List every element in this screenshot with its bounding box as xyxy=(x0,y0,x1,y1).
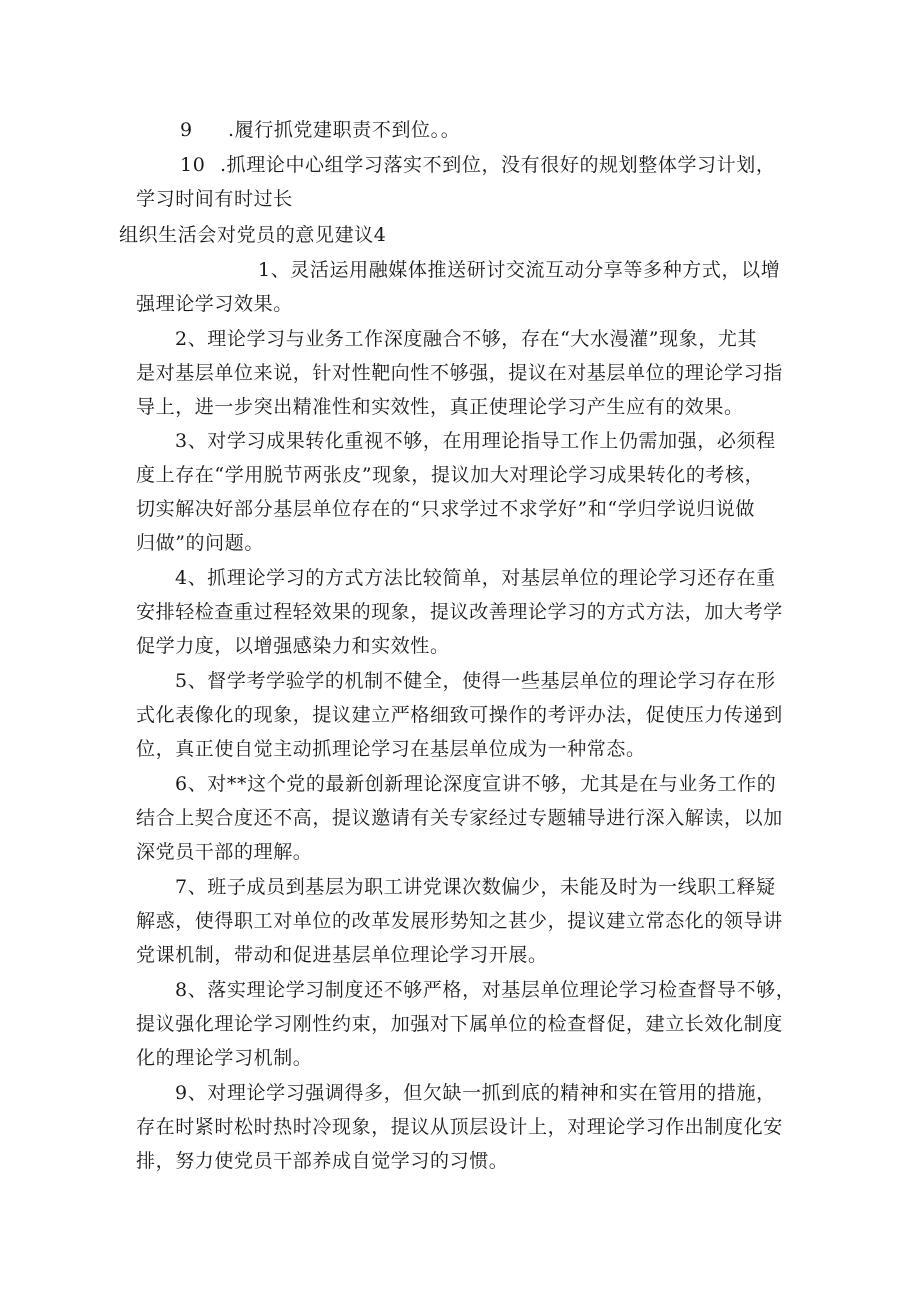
paragraph-line: 1、灵活运用融媒体推送研讨交流互动分享等多种方式，以增 xyxy=(258,259,781,281)
paragraph-line: 2、理论学习与业务工作深度融合不够，存在“大水漫灌”现象，尤其 xyxy=(175,328,758,350)
paragraph-line: 党课机制，带动和促进基层单位理论学习开展。 xyxy=(136,944,548,966)
paragraph-line: 安排轻检查重过程轻效果的现象，提议改善理论学习的方式方法，加大考学 xyxy=(136,601,783,623)
paragraph-line: 9、对理论学习强调得多，但欠缺一抓到底的精神和实在管用的措施， xyxy=(175,1082,776,1104)
item-text: .履行抓党建职责不到位。。 xyxy=(228,119,461,141)
paragraph-line: 强理论学习效果。 xyxy=(136,293,293,315)
paragraph-line: 5、督学考学验学的机制不健全，使得一些基层单位的理论学习存在形 xyxy=(175,670,776,692)
paragraph-line: 6、对**这个党的最新创新理论深度宣讲不够，尤其是在与业务工作的 xyxy=(175,773,777,795)
paragraph-line: 存在时紧时松时热时冷现象，提议从顶层设计上，对理论学习作出制度化安 xyxy=(136,1116,783,1138)
paragraph-line: 促学力度，以增强感染力和实效性。 xyxy=(136,635,450,657)
item-number: 9 xyxy=(180,119,193,141)
paragraph-line: 深党员干部的理解。 xyxy=(136,841,313,863)
paragraph-line: 切实解决好部分基层单位存在的“只求学过不求学好”和“学归学说归说做 xyxy=(136,498,755,520)
paragraph-line: 化的理论学习机制。 xyxy=(136,1047,313,1069)
list-item-10-continuation: 学习时间有时过长 xyxy=(136,188,293,210)
paragraph-line: 排，努力使党员干部养成自觉学习的习惯。 xyxy=(136,1150,509,1172)
section-heading: 组织生活会对党员的意见建议4 xyxy=(119,224,387,246)
list-item-9 xyxy=(180,117,460,143)
paragraph-line: 度上存在“学用脱节两张皮”现象，提议加大对理论学习成果转化的考核， xyxy=(136,464,765,486)
paragraph-line: 4、抓理论学习的方式方法比较简单，对基层单位的理论学习还存在重 xyxy=(175,567,776,589)
item-text: .抓理论中心组学习落实不到位，没有很好的规划整体学习计划， xyxy=(220,154,776,176)
paragraph-line: 7、班子成员到基层为职工讲党课次数偏少，未能及时为一线职工释疑 xyxy=(175,876,776,898)
paragraph-line: 结合上契合度还不高，提议邀请有关专家经过专题辅导进行深入解读，以加 xyxy=(136,807,783,829)
paragraph-line: 解惑，使得职工对单位的改革发展形势知之甚少，提议建立常态化的领导讲 xyxy=(136,910,783,932)
paragraph-line: 归做”的问题。 xyxy=(136,532,264,554)
paragraph-line: 提议强化理论学习刚性约束，加强对下属单位的检查督促，建立长效化制度 xyxy=(136,1013,783,1035)
paragraph-line: 8、落实理论学习制度还不够严格，对基层单位理论学习检查督导不够， xyxy=(175,979,796,1001)
paragraph-line: 式化表像化的现象，提议建立严格细致可操作的考评办法，促使压力传递到 xyxy=(136,704,783,726)
paragraph-line: 是对基层单位来说，针对性靶向性不够强，提议在对基层单位的理论学习指 xyxy=(136,362,783,384)
paragraph-line: 导上，进一步突出精准性和实效性，真正使理论学习产生应有的效果。 xyxy=(136,396,744,418)
item-number: 10 xyxy=(180,154,206,176)
paragraph-line: 3、对学习成果转化重视不够，在用理论指导工作上仍需加强，必须程 xyxy=(175,430,776,452)
list-item-10 xyxy=(180,152,775,178)
paragraph-line: 位，真正使自觉主动抓理论学习在基层单位成为一种常态。 xyxy=(136,738,646,760)
